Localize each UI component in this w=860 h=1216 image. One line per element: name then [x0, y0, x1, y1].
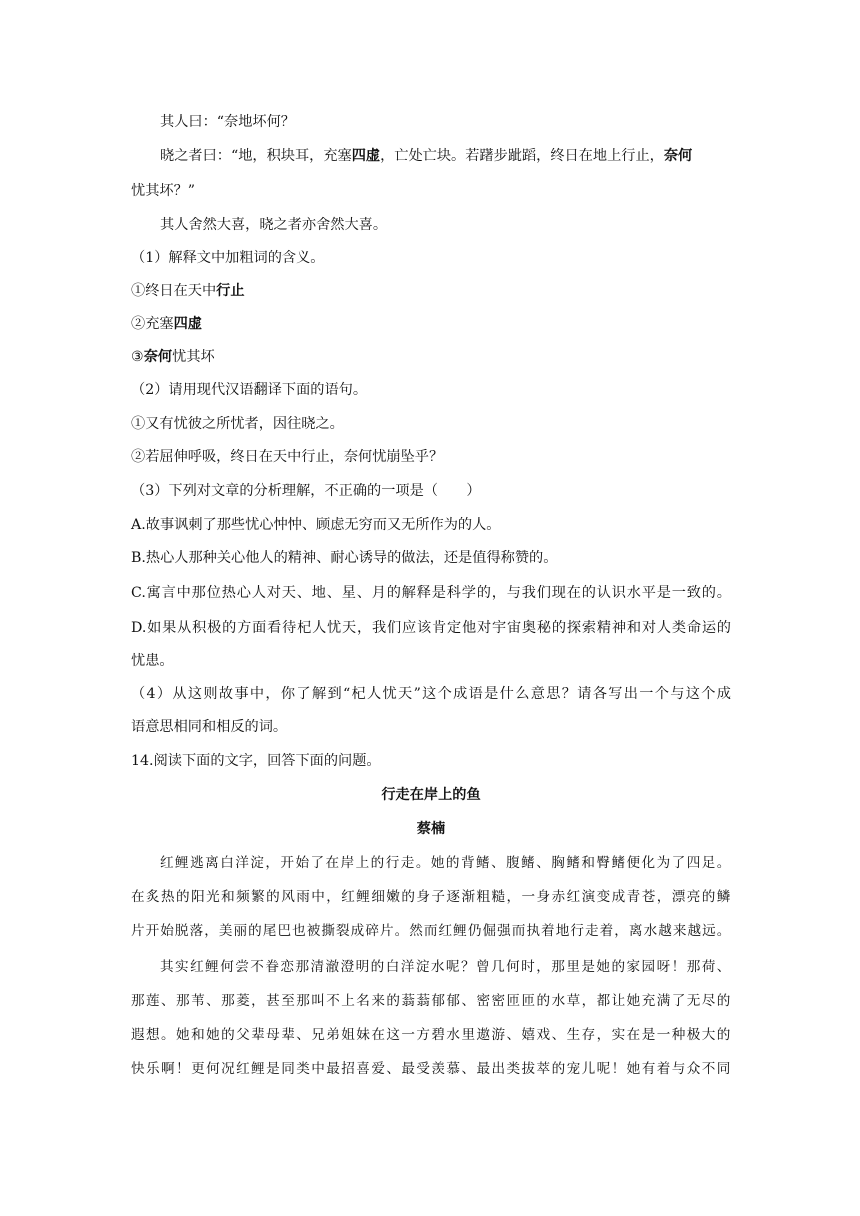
option-d-cont: 忧患。 — [131, 653, 174, 669]
article-line: 遐想。她和她的父辈母辈、兄弟姐妹在这一方碧水里遨游、嬉戏、生存，实在是一种极大的 — [131, 1027, 731, 1043]
passage-line: 其人舍然大喜，晓之者亦舍然大喜。 — [160, 217, 388, 233]
bold-term: 行止 — [216, 283, 245, 299]
article-line: 其实红鲤何尝不眷恋那清澈澄明的白洋淀水呢？曾几何时，那里是她的家园呀！那荷、 — [160, 959, 731, 975]
article-author: 蔡楠 — [416, 821, 446, 837]
option-a: A.故事讽刺了那些忧心忡忡、顾虑无穷而又无所作为的人。 — [131, 517, 501, 533]
article-line: 红鲤逃离白洋淀，开始了在岸上的行走。她的背鳍、腹鳍、胸鳍和臀鳍便化为了四足。 — [160, 855, 731, 871]
question-2: （2）请用现代汉语翻译下面的语句。 — [131, 382, 368, 398]
question-1-item: ①终日在天中行止 — [131, 283, 245, 299]
article-line: 那莲、那苇、那菱，甚至那叫不上名来的蓊蓊郁郁、密密匝匝的水草，都让她充满了无尽的 — [131, 993, 731, 1009]
option-b: B.热心人那种关心他人的精神、耐心诱导的做法，还是值得称赞的。 — [131, 550, 558, 566]
bold-term: 四虚 — [351, 148, 381, 164]
question-1-item: ③奈何忧其坏 — [131, 349, 215, 365]
option-d: D.如果从积极的方面看待杞人忧天，我们应该肯定他对宇宙奥秘的探索精神和对人类命运的 — [131, 620, 731, 636]
passage-line: 其人曰：“奈地坏何？ — [160, 114, 295, 130]
option-c: C.寓言中那位热心人对天、地、星、月的解释是科学的，与我们现在的认识水平是一致的。 — [131, 585, 731, 601]
passage-line: 晓之者曰：“地，积块耳，充塞四虚，亡处亡块。若躇步跐蹈，终日在地上行止，奈何 — [160, 148, 693, 164]
question-2-item: ②若屈伸呼吸，终日在天中行止，奈何忧崩坠乎？ — [131, 449, 444, 465]
article-line: 在炙热的阳光和频繁的风雨中，红鲤细嫩的身子逐渐粗糙，一身赤红演变成青苍，漂亮的鳞 — [131, 889, 731, 905]
question-4: （4）从这则故事中，你了解到“杞人忧天”这个成语是什么意思？请各写出一个与这个成 — [131, 686, 731, 702]
article-line: 片开始脱落，美丽的尾巴也被撕裂成碎片。然而红鲤仍倔强而执着地行走着，离水越来越远。 — [131, 923, 731, 939]
article-line: 快乐啊！更何况红鲤是同类中最招喜爱、最受羡慕、最出类拔萃的宠儿呢！她有着与众不同 — [131, 1061, 731, 1077]
passage-line: 忧其坏？” — [131, 183, 196, 199]
question-1-item: ②充塞四虚 — [131, 316, 202, 332]
bold-term: 奈何 — [143, 349, 173, 365]
bold-term: 四虚 — [173, 316, 202, 332]
question-4-cont: 语意思相同和相反的词。 — [131, 719, 288, 735]
question-2-item: ①又有忧彼之所忧者，因往晓之。 — [131, 416, 344, 432]
bold-term: 奈何 — [663, 148, 693, 164]
article-title: 行走在岸上的鱼 — [381, 787, 481, 803]
question-1: （1）解释文中加粗词的含义。 — [131, 250, 325, 266]
question-3: （3）下列对文章的分析理解，不正确的一项是（ ） — [131, 483, 481, 499]
question-14-intro: 14.阅读下面的文字，回答下面的问题。 — [131, 753, 381, 769]
